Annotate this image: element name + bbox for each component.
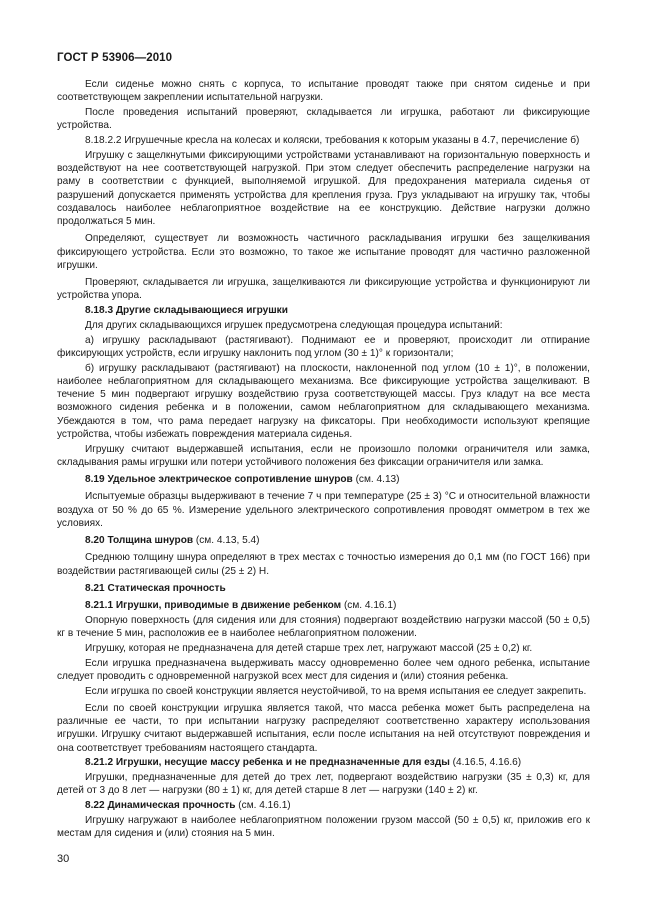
section-heading: 8.21.1 Игрушки, приводимые в движение ребенком [85,600,342,611]
paragraph [57,334,590,361]
paragraph-text: Игрушку с защелкнутыми фиксирующими устройствами устанавливают на горизонтальную поверхность и воздействуют на нее соответствующей нагрузкой. При этом следует обеспечить распределение нагрузки на раму в соответствии с функцией, выполняемой игрушкой. Для предохранения материала сиденья от разрушений допускается применять устройства для крепления груза. Груз укладывают на игрушку так, чтобы создавалось наиболее неблагоприятное воздействие на ее конструкцию. Действие нагрузки должно продолжаться 5 мин. [57,149,590,227]
section-heading: 8.19 Удельное электрическое сопротивление шнуров [85,474,353,485]
body-text [57,78,590,842]
paragraph [57,134,590,147]
paragraph [57,551,590,578]
paragraph-text: Игрушки, предназначенные для детей до трех лет, подвергают воздействию нагрузки (35 ± 0,3) кг, для детей от 3 до 8 лет — нагрузки (80 ± 1) кг, для детей старше 8 лет — нагрузки (140 ± 2) кг. [57,772,590,797]
paragraph [57,276,590,303]
section-heading: 8.21.2 Игрушки, несущие массу ребенка и не предназначенные для езды [85,757,450,769]
paragraph-text: После проведения испытаний проверяют, складывается ли игрушка, работают ли фиксирующие устройства. [57,107,590,132]
paragraph [57,106,590,133]
paragraph [57,614,590,641]
paragraph [57,756,590,769]
paragraph-text: Если сиденье можно снять с корпуса, то испытание проводят также при снятом сиденье и при соответствующем закреплении испытательной нагрузки. [57,79,590,104]
paragraph [57,599,590,612]
paragraph-text: (см. 4.16.1) [235,800,291,811]
paragraph [57,443,590,470]
paragraph-text: Для других складывающихся игрушек предусмотрена следующая процедура испытаний: [85,319,503,331]
paragraph [57,814,590,841]
paragraph-text: а) игрушку раскладывают (растягивают). Поднимают ее и проверяют, происходит ли отпирание фиксирующих устройств, если игрушку наклонить под углом (30 ± 1)° к горизонтали; [57,334,590,359]
section-heading: 8.18.3 Другие складывающиеся игрушки [85,305,288,316]
paragraph [57,149,590,229]
paragraph [57,362,590,442]
paragraph [57,304,590,317]
paragraph [57,642,590,655]
paragraph [57,319,590,332]
paragraph-text: (см. 4.16.1) [341,600,397,611]
paragraph-text: (4.16.5, 4.16.6) [449,757,522,769]
paragraph [57,582,590,595]
paragraph [57,685,590,698]
section-heading: 8.20 Толщина шнуров [85,535,194,546]
paragraph-text: Определяют, существует ли возможность частичного раскладывания игрушки без защелкивания фиксирующего устройства. Если это возможно, то такое же испытание проводят для частично разложенной игрушки. [57,233,590,271]
paragraph-text: Игрушку считают выдержавшей испытания, если не произошло поломки ограничителя или замка, складывания рамы игрушки или потери устойчивого положения без фиксации ограничителя или замка. [57,443,590,468]
page-number: 30 [57,853,70,865]
paragraph [57,490,590,530]
standard-header: ГОСТ Р 53906—2010 [57,52,173,64]
paragraph-text: (см. 4.13, 5.4) [193,535,260,546]
section-heading: 8.22 Динамическая прочность [85,800,236,811]
paragraph [57,799,590,812]
section-heading: 8.21 Статическая прочность [85,582,226,594]
paragraph-text: Опорную поверхность (для сидения или для стояния) подвергают воздействию нагрузки массой (50 ± 0,5) кг в течение 5 мин, расположив ее в наиболее неблагоприятном положении. [57,614,590,639]
paragraph [57,232,590,272]
paragraph [57,702,590,755]
paragraph-text: Игрушку нагружают в наиболее неблагоприятном положении грузом массой (50 ± 0,5) кг, приложив его к местам для сидения и (или) стояния на 5 мин. [57,814,590,839]
paragraph-text: Среднюю толщину шнура определяют в трех местах с точностью измерения до 0,1 мм (по ГОСТ 166) при воздействии растягивающей силы (25 ± 2) Н. [57,552,590,577]
paragraph [57,771,590,798]
paragraph [57,78,590,105]
paragraph [57,473,590,486]
paragraph [57,657,590,684]
paragraph-text: б) игрушку раскладывают (растягивают) на плоскости, наклоненной под углом (10 ± 1)°, в положении, наиболее неблагоприятном для складывающего механизма. Все фиксирующие устройства защелкивают. В течение 5 мин подвергают игрушку воздействию груза соответствующей массы. Груз кладут на все места возможного сидения ребенка и в положении, самом неблагоприятном для складывающего механизма. Убеждаются в том, что рама передает нагрузку на фиксаторы. При необходимости используют крепящие устройства, чтобы избежать повреждения материала сиденья. [57,362,590,440]
paragraph-text: Игрушку, которая не предназначена для детей старше трех лет, нагружают массой (25 ± 0,2) кг. [85,642,533,654]
paragraph-text: 8.18.2.2 Игрушечные кресла на колесах и коляски, требования к которым указаны в 4.7, перечисление б) [85,135,580,146]
paragraph-text: Испытуемые образцы выдерживают в течение 7 ч при температуре (25 ± 3) °С и относительной влажности воздуха от 50 % до 65 %. Измерение удельного электрического сопротивления проводят омметром в тех же условиях. [57,491,590,529]
paragraph [57,534,590,547]
paragraph-text: (см. 4.13) [352,474,400,485]
paragraph-text: Проверяют, складывается ли игрушка, защелкиваются ли фиксирующие устройства и функционируют ли устройства упора. [57,277,590,302]
paragraph-text: Если игрушка предназначена выдерживать массу одновременно более чем одного ребенка, испытание следует проводить с одновременной нагрузкой всех мест для сидения и (или) стояния ребенка. [57,657,590,682]
paragraph-text: Если по своей конструкции игрушка является такой, что масса ребенка может быть распределена на различные ее части, то при испытании нагрузку распределяют соответственно характеру использования игрушки. Игрушку считают выдержавшей испытания, если после испытания на ней отсутствуют повреждения и она соответствует требованиям настоящего стандарта. [57,702,590,754]
paragraph-text: Если игрушка по своей конструкции является неустойчивой, то на время испытания ее следует закрепить. [85,685,587,697]
